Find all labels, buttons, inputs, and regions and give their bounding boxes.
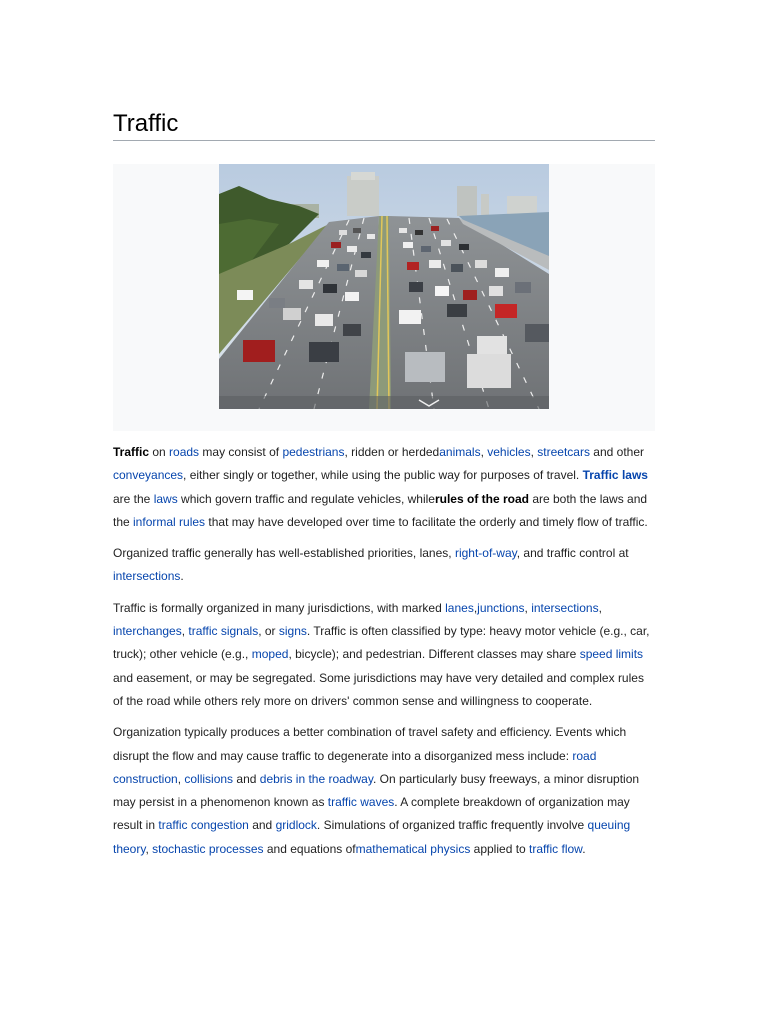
text: and other [589, 445, 645, 459]
bold-term: rules of the road [434, 491, 529, 506]
text: , [598, 600, 602, 615]
link-junctions[interactable]: junctions [477, 600, 525, 615]
text: Organized traffic generally has well-established priorities, lanes, [113, 546, 455, 561]
traffic-photo-illustration [219, 164, 549, 409]
title-divider [113, 140, 655, 141]
text: which govern traffic and regulate vehicles, while [177, 491, 435, 506]
page-title: Traffic [113, 110, 179, 137]
paragraph-organized [113, 542, 655, 589]
text: and easement, or may be segregated. Some jurisdictions may have very detailed and complex rules of the road while others rely more on drivers' common sense and willingness to cooperate. [113, 670, 644, 708]
bold-term: Traffic [113, 445, 150, 459]
link-laws[interactable]: laws [153, 491, 178, 506]
paragraph-jurisdictions [113, 597, 655, 713]
text: , [480, 445, 488, 459]
text: , bicycle); and pedestrian. Different classes may share [288, 647, 580, 662]
text: , either singly or together, while using the public way for purposes of travel. [183, 468, 583, 483]
link-traffic-laws[interactable]: Traffic laws [582, 468, 648, 483]
text: , [524, 600, 532, 615]
link-queuing-theory[interactable]: queuing theory [113, 818, 631, 856]
text: on [149, 445, 170, 459]
link-gridlock[interactable]: gridlock [275, 818, 317, 833]
traffic-photo[interactable] [219, 164, 549, 409]
text: Traffic is formally organized in many jurisdictions, with marked [113, 600, 446, 615]
text: are the [113, 491, 154, 506]
link-right-of-way[interactable]: right-of-way [454, 546, 517, 561]
text: , ridden or herded [344, 445, 440, 459]
text: , [181, 624, 189, 639]
link-stochastic-processes[interactable]: stochastic processes [152, 841, 264, 856]
text: that may have developed over time to facilitate the orderly and timely flow of traffic. [205, 514, 648, 529]
text: , [473, 600, 478, 615]
text: , and traffic control at [516, 546, 629, 561]
link-conveyances[interactable]: conveyances [113, 468, 184, 483]
link-vehicles[interactable]: vehicles [487, 445, 531, 459]
text: and equations of [263, 841, 356, 856]
link-traffic-congestion[interactable]: traffic congestion [158, 818, 249, 833]
link-intersections[interactable]: intersections [531, 600, 599, 615]
article-body [113, 441, 655, 869]
text: , or [258, 624, 279, 639]
link-mathematical-physics[interactable]: mathematical physics [355, 841, 471, 856]
link-streetcars[interactable]: streetcars [537, 445, 590, 459]
text: applied to [470, 841, 530, 856]
text: and [233, 771, 260, 786]
link-traffic-flow[interactable]: traffic flow [529, 841, 583, 856]
text: . Traffic is often classified by type: heavy motor vehicle (e.g., car, truck); other vehicle (e.g., [113, 624, 650, 662]
link-moped[interactable]: moped [251, 647, 289, 662]
link-road-construction[interactable]: road construction [113, 748, 597, 786]
text: . A complete breakdown of organization may result in [113, 795, 630, 833]
text: may consist of [199, 445, 283, 459]
link-pedestrians[interactable]: pedestrians [282, 445, 345, 459]
text: , [145, 841, 153, 856]
text: are both the laws and the [113, 491, 648, 529]
link-collisions[interactable]: collisions [184, 771, 234, 786]
paragraph-intro [113, 441, 655, 534]
link-interchanges[interactable]: interchanges [113, 624, 182, 639]
figure-thumbnail-box [113, 164, 655, 431]
link-speed-limits[interactable]: speed limits [579, 647, 644, 662]
text: Organization typically produces a better combination of travel safety and efficiency. Events which disrupt the flow and may cause traffic to degenerate into a disorganized mess include: [113, 725, 627, 763]
text: and [248, 818, 276, 833]
text: . [582, 841, 586, 856]
link-roads[interactable]: roads [169, 445, 200, 459]
link-lanes[interactable]: lanes [445, 600, 474, 615]
link-intersections[interactable]: intersections [113, 569, 181, 584]
link-debris-in-the-roadway[interactable]: debris in the roadway [259, 771, 373, 786]
text: , [177, 771, 185, 786]
text: , [530, 445, 538, 459]
text: . [180, 569, 184, 584]
link-traffic-waves[interactable]: traffic waves [327, 795, 395, 810]
text: . Simulations of organized traffic frequently involve [316, 818, 588, 833]
paragraph-organization [113, 721, 655, 861]
link-traffic-signals[interactable]: traffic signals [188, 624, 259, 639]
link-informal-rules[interactable]: informal rules [133, 514, 206, 529]
link-signs[interactable]: signs [278, 624, 307, 639]
text: . On particularly busy freeways, a minor disruption may persist in a phenomenon known as [113, 771, 640, 810]
link-animals[interactable]: animals [439, 445, 481, 459]
